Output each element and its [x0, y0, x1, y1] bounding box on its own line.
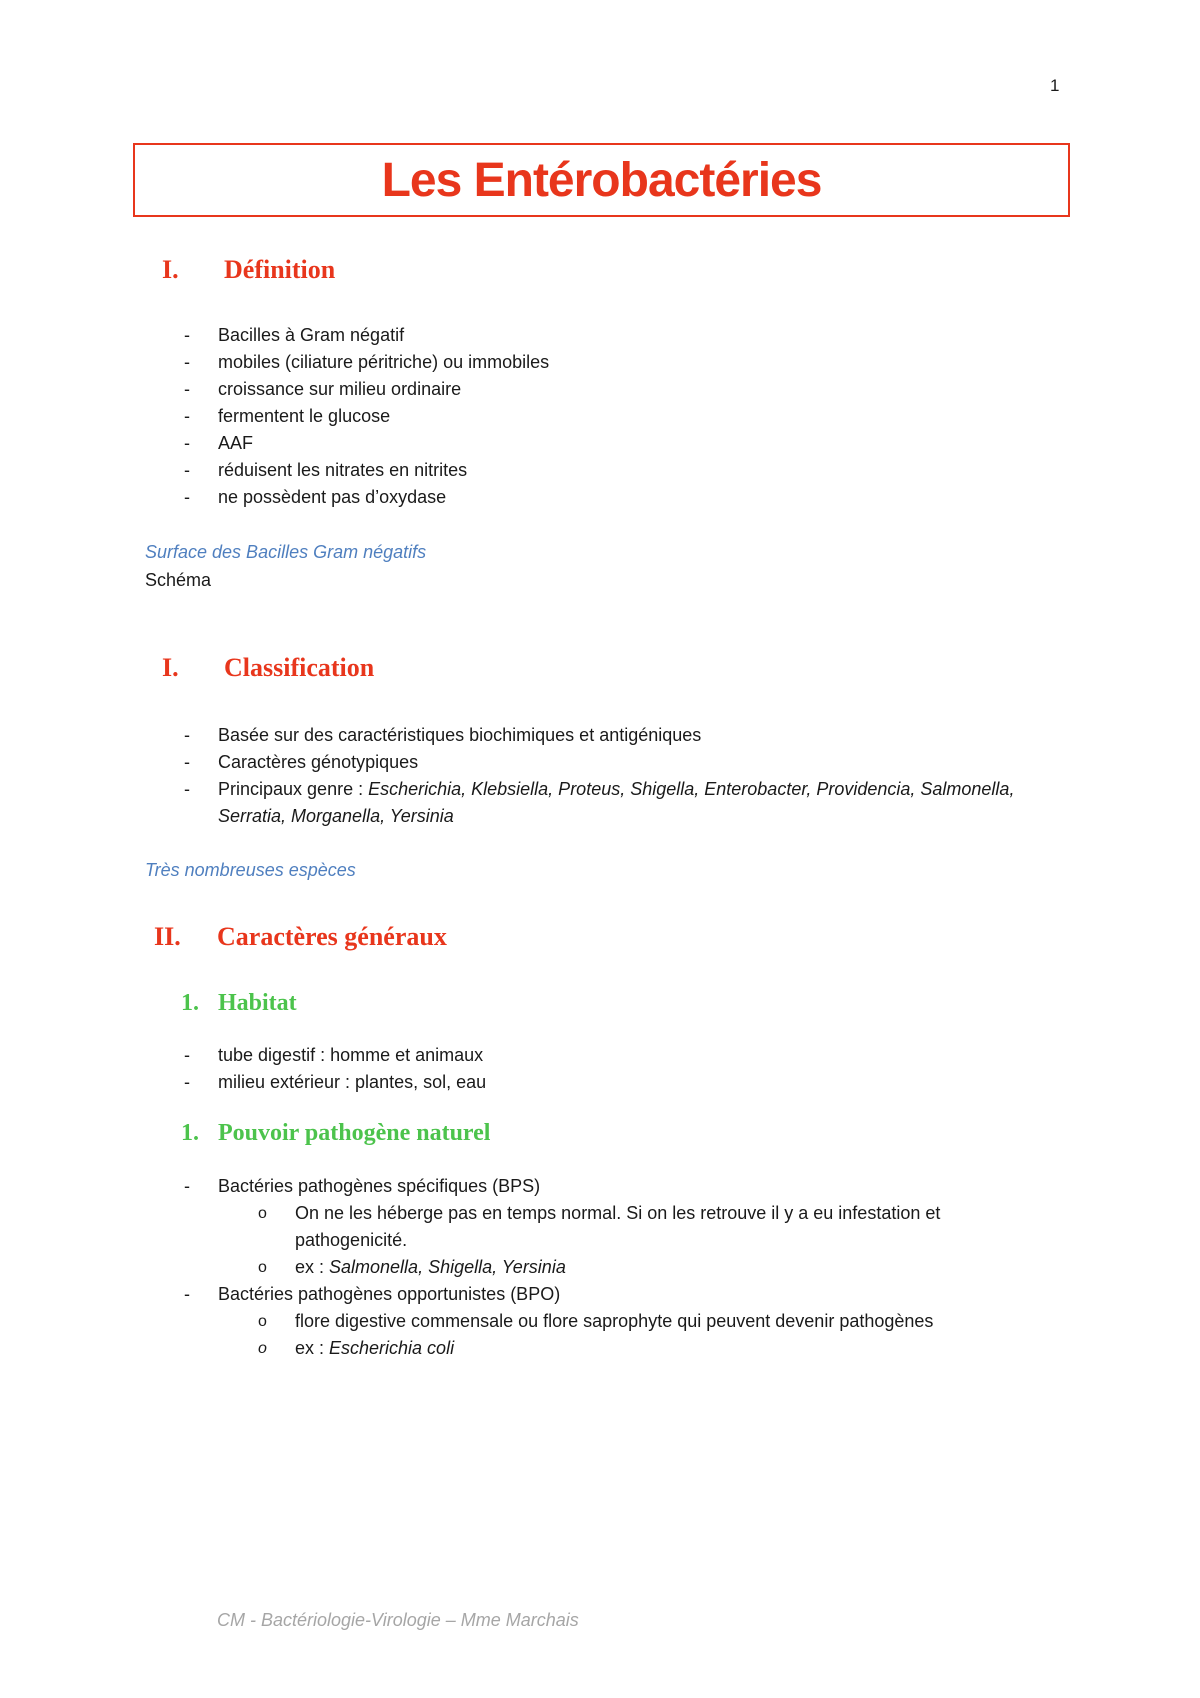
section-number: I.: [162, 255, 179, 284]
list-item: - tube digestif : homme et animaux: [184, 1045, 484, 1065]
list-item: - ne possèdent pas d’oxydase: [184, 487, 447, 507]
section-title: Caractères généraux: [217, 922, 447, 951]
page-footer: CM - Bactériologie-Virologie – Mme Marchais: [217, 1610, 579, 1630]
title-box: [133, 143, 1070, 217]
classification-list: [184, 722, 1024, 830]
list-item: - réduisent les nitrates en nitrites: [184, 460, 468, 480]
list-item: - milieu extérieur : plantes, sol, eau: [184, 1072, 487, 1092]
subsection-number: 1.: [181, 1120, 199, 1146]
sublist-item: o flore digestive commensale ou flore saprophyte qui peuvent devenir pathogènes: [258, 1311, 934, 1331]
list-item: - croissance sur milieu ordinaire: [184, 379, 462, 399]
document-title: Les Entérobactéries: [381, 153, 822, 207]
section-title: Classification: [224, 653, 375, 682]
list-item: - mobiles (ciliature péritriche) ou immobiles: [184, 352, 550, 372]
list-item: - Principaux genre : Escherichia, Klebsiella, Proteus, Shigella, Enterobacter, Providencia, Salmonella, Serratia, Morganella, Yersinia: [184, 779, 1015, 826]
list-item-bpo: - Bactéries pathogènes opportunistes (BPO) o flore digestive commensale ou flore saprophyte qui peuvent devenir pathogènes o ex : Escherichia coli: [184, 1281, 1054, 1362]
subsection-number: 1.: [181, 990, 199, 1016]
section-number: I.: [162, 653, 179, 682]
sublist-item: o ex : Salmonella, Shigella, Yersinia: [258, 1257, 566, 1277]
bps-sublist: [258, 1200, 1054, 1281]
pouvoir-list: [184, 1173, 1054, 1362]
section-title: Définition: [224, 255, 336, 284]
genre-list: Escherichia, Klebsiella, Proteus, Shigella, Enterobacter, Providencia, Salmonella, Serratia, Morganella, Yersinia: [218, 779, 1015, 826]
section-heading-classification: [162, 653, 374, 683]
list-item: - Caractères génotypiques: [184, 752, 419, 772]
bpo-sublist: [258, 1308, 1054, 1362]
subsection-title: Pouvoir pathogène naturel: [218, 1120, 491, 1146]
section-number: II.: [154, 922, 181, 951]
list-item: - fermentent le glucose: [184, 406, 391, 426]
schema-label: Schéma: [145, 570, 212, 590]
subsection-heading-habitat: [181, 990, 297, 1017]
definition-list: [184, 322, 1084, 511]
sublist-item: o ex : Escherichia coli: [258, 1338, 455, 1358]
page-number: 1: [1050, 76, 1060, 95]
note-surface: Surface des Bacilles Gram négatifs: [145, 542, 427, 562]
habitat-list: [184, 1042, 1064, 1096]
subsection-heading-pouvoir: [181, 1120, 490, 1147]
list-item: - Basée sur des caractéristiques biochimiques et antigéniques: [184, 725, 702, 745]
section-heading-definition: [162, 255, 335, 285]
note-especes: Très nombreuses espèces: [145, 860, 356, 880]
sublist-item: o On ne les héberge pas en temps normal. Si on les retrouve il y a eu infestation et pathogenicité.: [258, 1203, 941, 1250]
subsection-title: Habitat: [218, 990, 297, 1016]
list-item-bps: - Bactéries pathogènes spécifiques (BPS) o On ne les héberge pas en temps normal. Si on les retrouve il y a eu infestation et pathogenicité. o ex : Salmonella, Shigella, Yersinia: [184, 1173, 1054, 1281]
list-item: - AAF: [184, 433, 254, 453]
section-heading-caracteres: [154, 922, 447, 952]
list-item: - Bacilles à Gram négatif: [184, 325, 405, 345]
